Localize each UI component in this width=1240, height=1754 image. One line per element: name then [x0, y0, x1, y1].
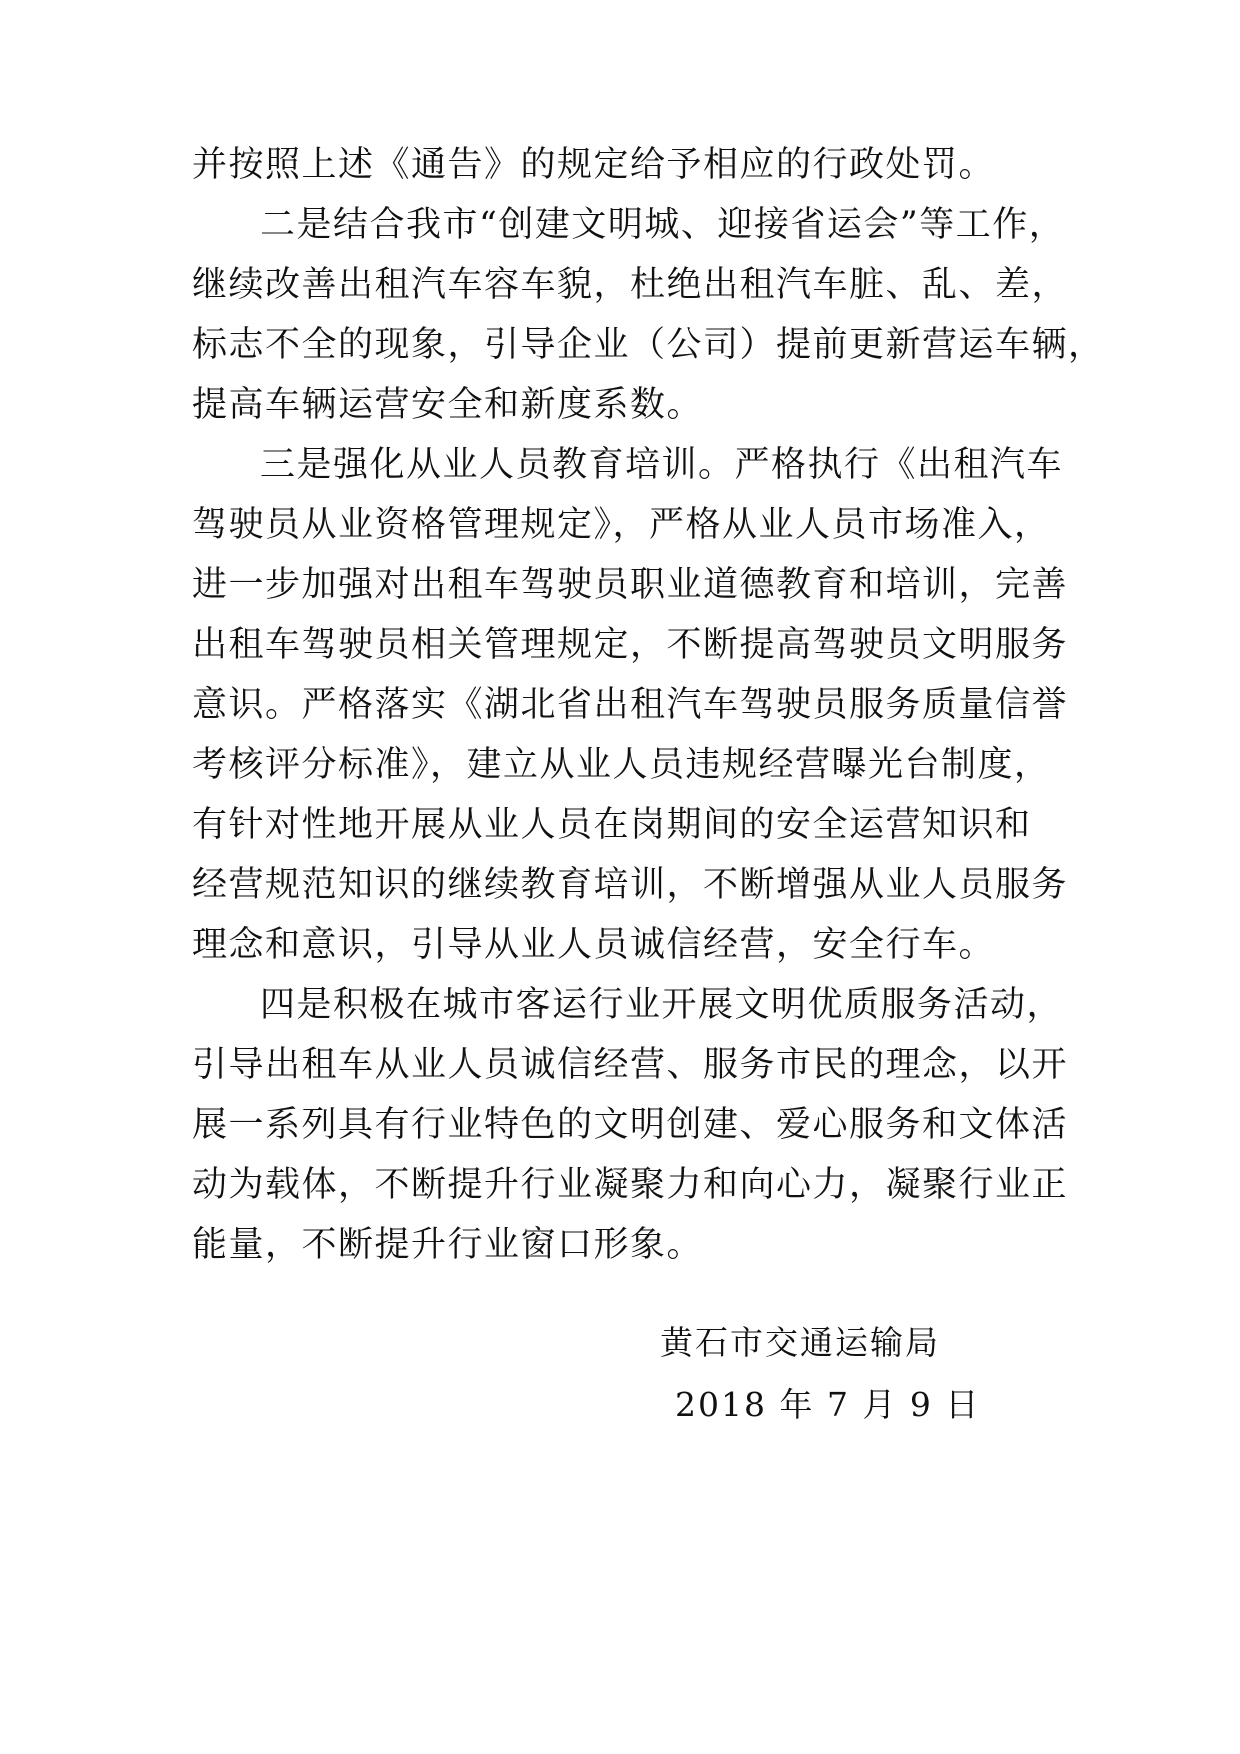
- paragraph-line: 理念和意识，引导从业人员诚信经营，安全行车。: [192, 925, 996, 965]
- paragraph-line: 三是强化从业人员教育培训。严格执行《出租汽车: [260, 445, 1064, 485]
- paragraph-line: 继续改善出租汽车容车貌，杜绝出租汽车脏、乱、差，: [192, 265, 1069, 305]
- paragraph-line: 出租车驾驶员相关管理规定，不断提高驾驶员文明服务: [192, 625, 1069, 665]
- paragraph-line: 能量，不断提升行业窗口形象。: [192, 1225, 704, 1265]
- paragraph-line: 考核评分标准》，建立从业人员违规经营曝光台制度，: [192, 745, 1051, 785]
- paragraph-line: 有针对性地开展从业人员在岗期间的安全运营知识和: [192, 805, 1032, 845]
- paragraph-line: 并按照上述《通告》的规定给予相应的行政处罚。: [192, 145, 996, 185]
- paragraph-line: 进一步加强对出租车驾驶员职业道德教育和培训，完善: [192, 565, 1069, 605]
- signature-date: 2018 年 7 月 9 日: [675, 1385, 981, 1424]
- paragraph-line: 意识。严格落实《湖北省出租汽车驾驶员服务质量信誉: [192, 685, 1069, 725]
- paragraph-line: 四是积极在城市客运行业开展文明优质服务活动，: [260, 985, 1064, 1025]
- paragraph-line: 标志不全的现象，引导企业（公司）提前更新营运车辆，: [192, 325, 1105, 365]
- paragraph-line: 经营规范知识的继续教育培训，不断增强从业人员服务: [192, 865, 1069, 905]
- paragraph-line: 提高车辆运营安全和新度系数。: [192, 385, 704, 425]
- signature-organization: 黄石市交通运输局: [660, 1323, 940, 1362]
- paragraph-line: 展一系列具有行业特色的文明创建、爱心服务和文体活: [192, 1105, 1069, 1145]
- paragraph-line: 引导出租车从业人员诚信经营、服务市民的理念，以开: [192, 1045, 1069, 1085]
- paragraph-line: 动为载体，不断提升行业凝聚力和向心力，凝聚行业正: [192, 1165, 1069, 1205]
- paragraph-line: 二是结合我市“创建文明城、迎接省运会”等工作，: [260, 205, 1066, 245]
- paragraph-line: 驾驶员从业资格管理规定》，严格从业人员市场准入，: [192, 505, 1051, 545]
